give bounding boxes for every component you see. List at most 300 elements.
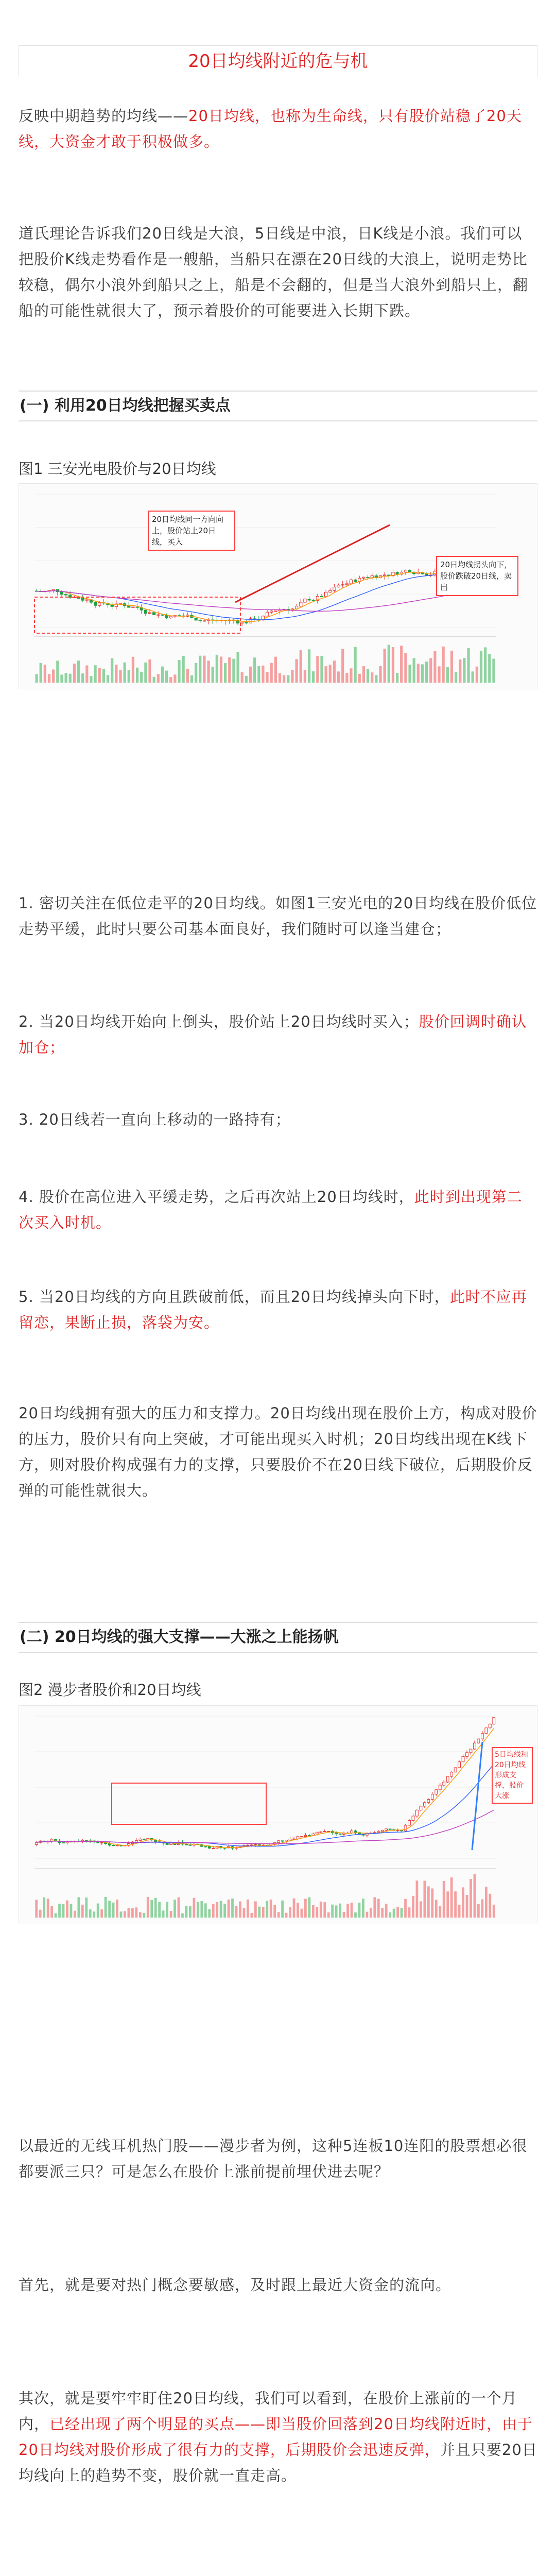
candle-body bbox=[60, 591, 63, 594]
volume-bar bbox=[400, 646, 403, 683]
volume-bar bbox=[35, 1900, 38, 1918]
volume-bar bbox=[139, 1912, 142, 1918]
volume-bar bbox=[295, 659, 298, 683]
volume-bar bbox=[291, 670, 293, 683]
volume-bar bbox=[300, 650, 302, 683]
volume-bar bbox=[466, 1895, 468, 1918]
volume-bar bbox=[279, 673, 281, 683]
volume-bar bbox=[375, 675, 377, 683]
volume-bar bbox=[128, 670, 130, 683]
volume-bar bbox=[128, 1908, 130, 1918]
volume-bar bbox=[108, 1901, 111, 1918]
volume-bar bbox=[350, 668, 352, 683]
candle-body bbox=[52, 589, 55, 590]
candle-body bbox=[458, 1762, 461, 1768]
volume-bar bbox=[73, 664, 76, 683]
candle-body bbox=[450, 1772, 453, 1776]
volume-bar bbox=[224, 663, 227, 683]
candle-body bbox=[443, 1782, 445, 1785]
volume-bar bbox=[454, 1891, 457, 1918]
volume-bar bbox=[329, 665, 332, 683]
volume-bar bbox=[181, 1913, 184, 1918]
candle-body bbox=[425, 574, 428, 575]
volume-bar bbox=[254, 1901, 257, 1918]
candle-body bbox=[304, 1835, 307, 1836]
volume-bar bbox=[467, 648, 470, 683]
point-3: 3. 20日线若一直向上移动的一路持有； bbox=[19, 1111, 291, 1128]
volume-bar bbox=[178, 1897, 180, 1918]
volume-bar bbox=[112, 1903, 115, 1918]
volume-bar bbox=[384, 649, 386, 683]
volume-bar bbox=[341, 649, 344, 683]
volume-bar bbox=[131, 1908, 134, 1918]
volume-bar bbox=[345, 673, 348, 683]
candle-body bbox=[289, 1839, 291, 1840]
volume-bar bbox=[396, 673, 398, 683]
candle-body bbox=[417, 572, 420, 574]
section-2-paragraph-2: 首先，就是要对热门概念要敏感，及时跟上最近大资金的流向。 bbox=[19, 2276, 451, 2294]
volume-bar bbox=[455, 672, 457, 683]
volume-bar bbox=[462, 1887, 464, 1918]
candle-body bbox=[277, 1841, 280, 1843]
volume-bar bbox=[281, 1901, 284, 1918]
candle-body bbox=[116, 1845, 118, 1846]
volume-bar bbox=[389, 1912, 391, 1918]
volume-bar bbox=[203, 656, 205, 683]
volume-bar bbox=[392, 647, 394, 683]
volume-bar bbox=[173, 674, 176, 683]
volume-bar bbox=[74, 1911, 76, 1918]
volume-bar bbox=[262, 1907, 265, 1918]
volume-bar bbox=[362, 666, 365, 683]
volume-bar bbox=[169, 677, 172, 683]
volume-bar bbox=[339, 1904, 341, 1918]
figure-2-svg bbox=[19, 1706, 537, 1924]
volume-bar bbox=[60, 675, 63, 683]
volume-bar bbox=[85, 666, 88, 683]
candle-body bbox=[439, 1785, 441, 1790]
volume-bar bbox=[273, 1905, 276, 1918]
volume-bar bbox=[70, 1904, 73, 1918]
candle-body bbox=[329, 590, 332, 592]
volume-bar bbox=[492, 659, 495, 683]
candle-body bbox=[245, 622, 248, 623]
candle-body bbox=[128, 606, 130, 607]
candle-body bbox=[404, 1825, 407, 1831]
volume-bar bbox=[190, 675, 193, 683]
volume-bar bbox=[333, 660, 336, 683]
volume-bar bbox=[154, 1898, 157, 1918]
candle-body bbox=[481, 1733, 483, 1739]
candle-body bbox=[470, 1749, 472, 1753]
article-title: 20日均线附近的危与机 bbox=[188, 51, 368, 72]
volume-bar bbox=[166, 1902, 168, 1918]
volume-bar bbox=[362, 1899, 364, 1918]
volume-bar bbox=[443, 1881, 445, 1918]
candle-body bbox=[333, 587, 336, 591]
volume-bar bbox=[367, 669, 369, 683]
figure-2-annotation: 5日均线和20日均线形成支撑，股价大涨 bbox=[492, 1747, 533, 1804]
volume-bar bbox=[157, 674, 160, 683]
volume-bar bbox=[484, 647, 486, 683]
volume-bar bbox=[488, 654, 491, 683]
volume-bar bbox=[270, 1900, 272, 1918]
candle-body bbox=[462, 1756, 464, 1761]
volume-bar bbox=[266, 1901, 268, 1918]
volume-bar bbox=[56, 660, 59, 683]
candle-body bbox=[166, 1843, 168, 1845]
volume-bar bbox=[435, 1900, 438, 1918]
candle-body bbox=[195, 618, 197, 620]
volume-bar bbox=[458, 1905, 461, 1918]
candle-body bbox=[62, 1842, 65, 1843]
figure-2-chart bbox=[19, 1705, 537, 1924]
volume-bar bbox=[379, 666, 381, 683]
volume-bar bbox=[253, 657, 256, 683]
section-2-paragraph-1: 以最近的无线耳机热门股——漫步者为例，这种5连板10连阳的股票想必很都要派三只？可是怎么在股价上涨前提前埋伏进去呢？ bbox=[19, 2137, 528, 2180]
volume-bar bbox=[417, 664, 420, 683]
candle-body bbox=[354, 1831, 357, 1833]
volume-bar bbox=[58, 1904, 61, 1918]
volume-bar bbox=[144, 663, 147, 683]
volume-bar bbox=[228, 1900, 230, 1918]
candle-body bbox=[485, 1728, 488, 1734]
volume-bar bbox=[312, 1905, 315, 1918]
volume-bar bbox=[105, 1897, 107, 1918]
section-1-header: (一) 利用20日均线把握买卖点 bbox=[19, 391, 537, 421]
volume-bar bbox=[323, 1902, 326, 1918]
volume-bar bbox=[40, 663, 42, 683]
volume-bar bbox=[64, 673, 67, 683]
volume-bar bbox=[401, 1908, 403, 1918]
volume-bar bbox=[283, 675, 285, 683]
candle-body bbox=[396, 572, 398, 574]
volume-bar bbox=[489, 1894, 491, 1918]
candle-body bbox=[308, 599, 310, 600]
candle-body bbox=[316, 1832, 318, 1834]
volume-bar bbox=[85, 1897, 88, 1918]
candle-body bbox=[466, 1753, 468, 1757]
volume-bar bbox=[204, 1903, 207, 1918]
volume-bar bbox=[351, 1903, 353, 1918]
volume-bar bbox=[207, 660, 210, 683]
volume-bar bbox=[358, 674, 361, 683]
volume-bar bbox=[393, 1909, 395, 1918]
candle-body bbox=[381, 1830, 384, 1832]
volume-bar bbox=[124, 1911, 126, 1918]
volume-bar bbox=[50, 1906, 53, 1918]
volume-bar bbox=[439, 1906, 441, 1918]
volume-bar bbox=[388, 645, 390, 683]
candle-body bbox=[385, 1829, 388, 1831]
volume-bar bbox=[235, 1906, 238, 1918]
volume-bar bbox=[316, 656, 319, 683]
point-1: 1. 密切关注在低位走平的20日均线。如图1三安光电的20日均线在股价低位走势平缓，此时只要公司基本面良好，我们随时可以逢当建仓； bbox=[19, 894, 537, 938]
volume-bar bbox=[446, 667, 449, 683]
candle-body bbox=[327, 1831, 330, 1832]
volume-bar bbox=[77, 1897, 80, 1918]
volume-bar bbox=[173, 1900, 176, 1918]
volume-bar bbox=[308, 649, 310, 683]
volume-bar bbox=[182, 656, 185, 683]
volume-bar bbox=[429, 658, 432, 683]
volume-bar bbox=[39, 1910, 42, 1918]
volume-bar bbox=[44, 665, 46, 683]
candle-body bbox=[212, 1848, 215, 1849]
volume-bar bbox=[493, 1905, 495, 1918]
point-5: 5. 当20日均线的方向且跌破前低，而且20日均线掉头向下时，此时不应再留恋，果断止损，落袋为安。 bbox=[19, 1288, 527, 1331]
candle-body bbox=[325, 592, 327, 596]
candle-body bbox=[300, 602, 302, 606]
volume-bar bbox=[115, 665, 117, 683]
volume-bar bbox=[404, 653, 407, 683]
chart-background bbox=[19, 1706, 537, 1924]
candle-body bbox=[362, 577, 365, 578]
volume-bar bbox=[320, 1902, 322, 1918]
volume-bar bbox=[162, 1910, 165, 1918]
candle-body bbox=[97, 1842, 99, 1843]
volume-bar bbox=[285, 1913, 288, 1918]
volume-bar bbox=[220, 1901, 222, 1918]
volume-bar bbox=[257, 666, 260, 683]
candle-body bbox=[135, 1840, 137, 1842]
section-2-paragraph-3: 其次，就是要牢牢盯住20日均线，我们可以看到，在股价上涨前的一个月内，已经出现了两个明显的买点——即当股价回落到20日均线附近时，由于20日均线对股价形成了很有力的支撑，后期股价会迅速反弹，并且只要20日均线向上的趋势不变，股价就一直走高。 bbox=[19, 2389, 537, 2484]
volume-bar bbox=[35, 674, 38, 683]
volume-bar bbox=[216, 655, 218, 683]
volume-bar bbox=[100, 1909, 103, 1918]
volume-bar bbox=[354, 1912, 357, 1918]
article-title-box bbox=[19, 45, 537, 77]
intro-paragraph-2: 道氏理论告诉我们20日线是大浪，5日线是中浪，日K线是小浪。我们可以把股价K线走势看作是一艘船，当船只在漂在20日线的大浪上，说明走势比较稳，偶尔小浪外到船只之上，船是不会翻的，但是当大浪外到船只上，翻船的可能性就很大了，预示着股价的可能要进入长期下跌。 bbox=[19, 225, 529, 319]
volume-bar bbox=[446, 1891, 449, 1918]
volume-bar bbox=[258, 1907, 260, 1918]
volume-bar bbox=[425, 662, 428, 683]
candle-body bbox=[354, 580, 357, 581]
volume-bar bbox=[370, 1908, 372, 1918]
candle-body bbox=[304, 599, 306, 602]
volume-bar bbox=[262, 666, 264, 683]
volume-bar bbox=[287, 675, 289, 683]
candle-body bbox=[204, 1846, 207, 1847]
volume-bar bbox=[66, 1901, 68, 1918]
volume-bar bbox=[266, 672, 268, 683]
volume-bar bbox=[212, 667, 214, 683]
volume-bar bbox=[111, 658, 113, 683]
candle-body bbox=[420, 1806, 422, 1810]
candle-body bbox=[416, 1810, 419, 1816]
volume-bar bbox=[186, 669, 189, 683]
candle-body bbox=[111, 605, 113, 606]
candle-body bbox=[108, 1843, 111, 1845]
volume-bar bbox=[170, 1911, 172, 1918]
candle-body bbox=[308, 1835, 310, 1836]
volume-bar bbox=[89, 1909, 92, 1918]
candle-body bbox=[320, 1832, 322, 1833]
volume-bar bbox=[107, 675, 109, 683]
volume-bar bbox=[343, 1912, 345, 1918]
candle-body bbox=[100, 1842, 103, 1843]
volume-bar bbox=[385, 1904, 388, 1918]
volume-bar bbox=[346, 1904, 349, 1918]
candle-body bbox=[274, 611, 277, 612]
figure-1-annotation-buy: 20日均线同一方向向上，股价站上20日线，买入 bbox=[148, 511, 235, 551]
volume-bar bbox=[212, 1904, 215, 1918]
volume-bar bbox=[120, 1911, 123, 1918]
volume-bar bbox=[178, 660, 180, 683]
volume-bar bbox=[277, 1912, 280, 1918]
candle-body bbox=[112, 1845, 115, 1846]
volume-bar bbox=[223, 1904, 226, 1918]
volume-bar bbox=[165, 671, 168, 683]
volume-bar bbox=[381, 1908, 384, 1918]
volume-bar bbox=[136, 668, 138, 683]
volume-bar bbox=[147, 1897, 149, 1918]
volume-bar bbox=[228, 657, 231, 683]
candle-body bbox=[477, 1739, 480, 1743]
volume-bar bbox=[325, 666, 327, 683]
candle-body bbox=[454, 1768, 457, 1772]
volume-bar bbox=[94, 665, 97, 683]
candle-body bbox=[408, 1820, 411, 1825]
volume-bar bbox=[404, 1899, 407, 1918]
volume-bar bbox=[148, 659, 151, 683]
volume-bar bbox=[236, 652, 239, 683]
candle-body bbox=[143, 1839, 145, 1840]
volume-bar bbox=[337, 671, 340, 683]
candle-body bbox=[266, 612, 268, 616]
volume-bar bbox=[153, 677, 155, 683]
candle-body bbox=[423, 1803, 426, 1806]
volume-bar bbox=[335, 1905, 338, 1918]
volume-bar bbox=[358, 1903, 361, 1918]
volume-bar bbox=[450, 1877, 453, 1918]
volume-bar bbox=[150, 1900, 153, 1918]
volume-bar bbox=[193, 1898, 195, 1918]
volume-bar bbox=[216, 1902, 218, 1918]
volume-bar bbox=[481, 1900, 483, 1918]
volume-bar bbox=[208, 1909, 211, 1918]
candle-body bbox=[139, 1839, 142, 1840]
volume-bar bbox=[459, 659, 461, 683]
candle-body bbox=[270, 611, 273, 612]
volume-bar bbox=[197, 1902, 199, 1918]
section-1-summary: 20日均线拥有强大的压力和支撑力。20日均线出现在股价上方，构成对股价的压力，股价只有向上突破，才可能出现买入时机；20日均线出现在K线下方，则对股价构成强有力的支撑，只要股价不在20日线下破位，后期股价反弹的可能性就很大。 bbox=[19, 1404, 537, 1499]
volume-bar bbox=[119, 670, 121, 683]
figure-1-caption: 图1 三安光电股价与20日均线 bbox=[19, 460, 216, 478]
volume-bar bbox=[239, 1901, 241, 1918]
figure-2-caption: 图2 漫步者股价和20日均线 bbox=[19, 1681, 201, 1699]
volume-bar bbox=[438, 666, 440, 683]
volume-bar bbox=[301, 1909, 303, 1918]
volume-bar bbox=[231, 1899, 234, 1918]
candle-body bbox=[312, 600, 315, 601]
candle-body bbox=[320, 596, 323, 597]
volume-bar bbox=[304, 1899, 307, 1918]
candle-body bbox=[241, 622, 244, 623]
volume-bar bbox=[81, 1905, 84, 1918]
volume-bar bbox=[143, 1913, 145, 1918]
volume-bar bbox=[472, 671, 474, 683]
candle-body bbox=[35, 1842, 38, 1844]
volume-bar bbox=[312, 671, 315, 683]
volume-bar bbox=[47, 1899, 49, 1918]
volume-bar bbox=[270, 663, 273, 683]
point-4: 4. 股价在高位进入平缓走势，之后再次站上20日均线时，此时到出现第二次买入时机。 bbox=[19, 1188, 523, 1231]
volume-bar bbox=[427, 1886, 430, 1918]
volume-bar bbox=[274, 657, 277, 683]
volume-bar bbox=[412, 1896, 414, 1918]
intro-paragraph-1: 反映中期趋势的均线——20日均线，也称为生命线，只有股价站稳了20天线，大资金才敢于积极做多。 bbox=[19, 107, 522, 150]
volume-bar bbox=[43, 1897, 45, 1918]
volume-bar bbox=[373, 1897, 376, 1918]
volume-bar bbox=[250, 1913, 253, 1918]
candle-body bbox=[285, 1840, 288, 1841]
candle-body bbox=[412, 1816, 414, 1821]
volume-bar bbox=[450, 651, 453, 683]
volume-bar bbox=[90, 676, 92, 683]
volume-bar bbox=[135, 1907, 137, 1918]
volume-bar bbox=[220, 657, 222, 683]
volume-bar bbox=[140, 672, 143, 683]
candle-body bbox=[199, 620, 201, 621]
volume-bar bbox=[396, 1907, 399, 1918]
volume-bar bbox=[421, 664, 424, 683]
volume-bar bbox=[308, 1897, 310, 1918]
candle-body bbox=[489, 1724, 491, 1728]
volume-bar bbox=[480, 651, 482, 683]
volume-bar bbox=[62, 1904, 65, 1918]
candle-body bbox=[169, 616, 172, 618]
volume-bar bbox=[161, 667, 164, 683]
volume-bar bbox=[97, 1904, 99, 1918]
candle-body bbox=[367, 577, 369, 578]
volume-bar bbox=[232, 659, 235, 683]
candle-body bbox=[350, 580, 352, 583]
volume-bar bbox=[77, 660, 80, 683]
volume-bar bbox=[158, 1902, 161, 1918]
volume-bar bbox=[185, 1906, 188, 1918]
candle-body bbox=[98, 603, 101, 606]
candle-body bbox=[345, 584, 348, 585]
volume-bar bbox=[463, 658, 465, 683]
volume-bar bbox=[247, 1900, 249, 1918]
volume-bar bbox=[408, 665, 411, 683]
volume-bar bbox=[433, 651, 436, 683]
candle-body bbox=[371, 576, 373, 578]
volume-bar bbox=[243, 1908, 246, 1918]
candle-body bbox=[474, 1743, 476, 1749]
volume-bar bbox=[48, 674, 50, 683]
volume-bar bbox=[477, 1904, 480, 1918]
figure-1-annotation-sell: 20日均线拐头向下，股价跌破20日线，卖出 bbox=[436, 556, 518, 596]
volume-bar bbox=[199, 656, 201, 683]
candle-body bbox=[377, 1832, 380, 1833]
candle-body bbox=[446, 1776, 449, 1782]
volume-bar bbox=[55, 1913, 57, 1918]
volume-bar bbox=[304, 670, 306, 683]
candle-body bbox=[81, 598, 84, 600]
volume-bar bbox=[124, 663, 126, 683]
volume-bar bbox=[189, 1906, 192, 1918]
volume-bar bbox=[81, 673, 84, 683]
volume-bar bbox=[69, 674, 72, 683]
section-2-header: (二) 20日均线的强大支撑——大涨之上能扬帆 bbox=[19, 1622, 537, 1653]
figure-1-chart bbox=[19, 483, 537, 689]
candle-body bbox=[404, 570, 407, 572]
volume-bar bbox=[102, 669, 105, 683]
volume-bar bbox=[293, 1899, 296, 1918]
volume-bar bbox=[289, 1907, 291, 1918]
